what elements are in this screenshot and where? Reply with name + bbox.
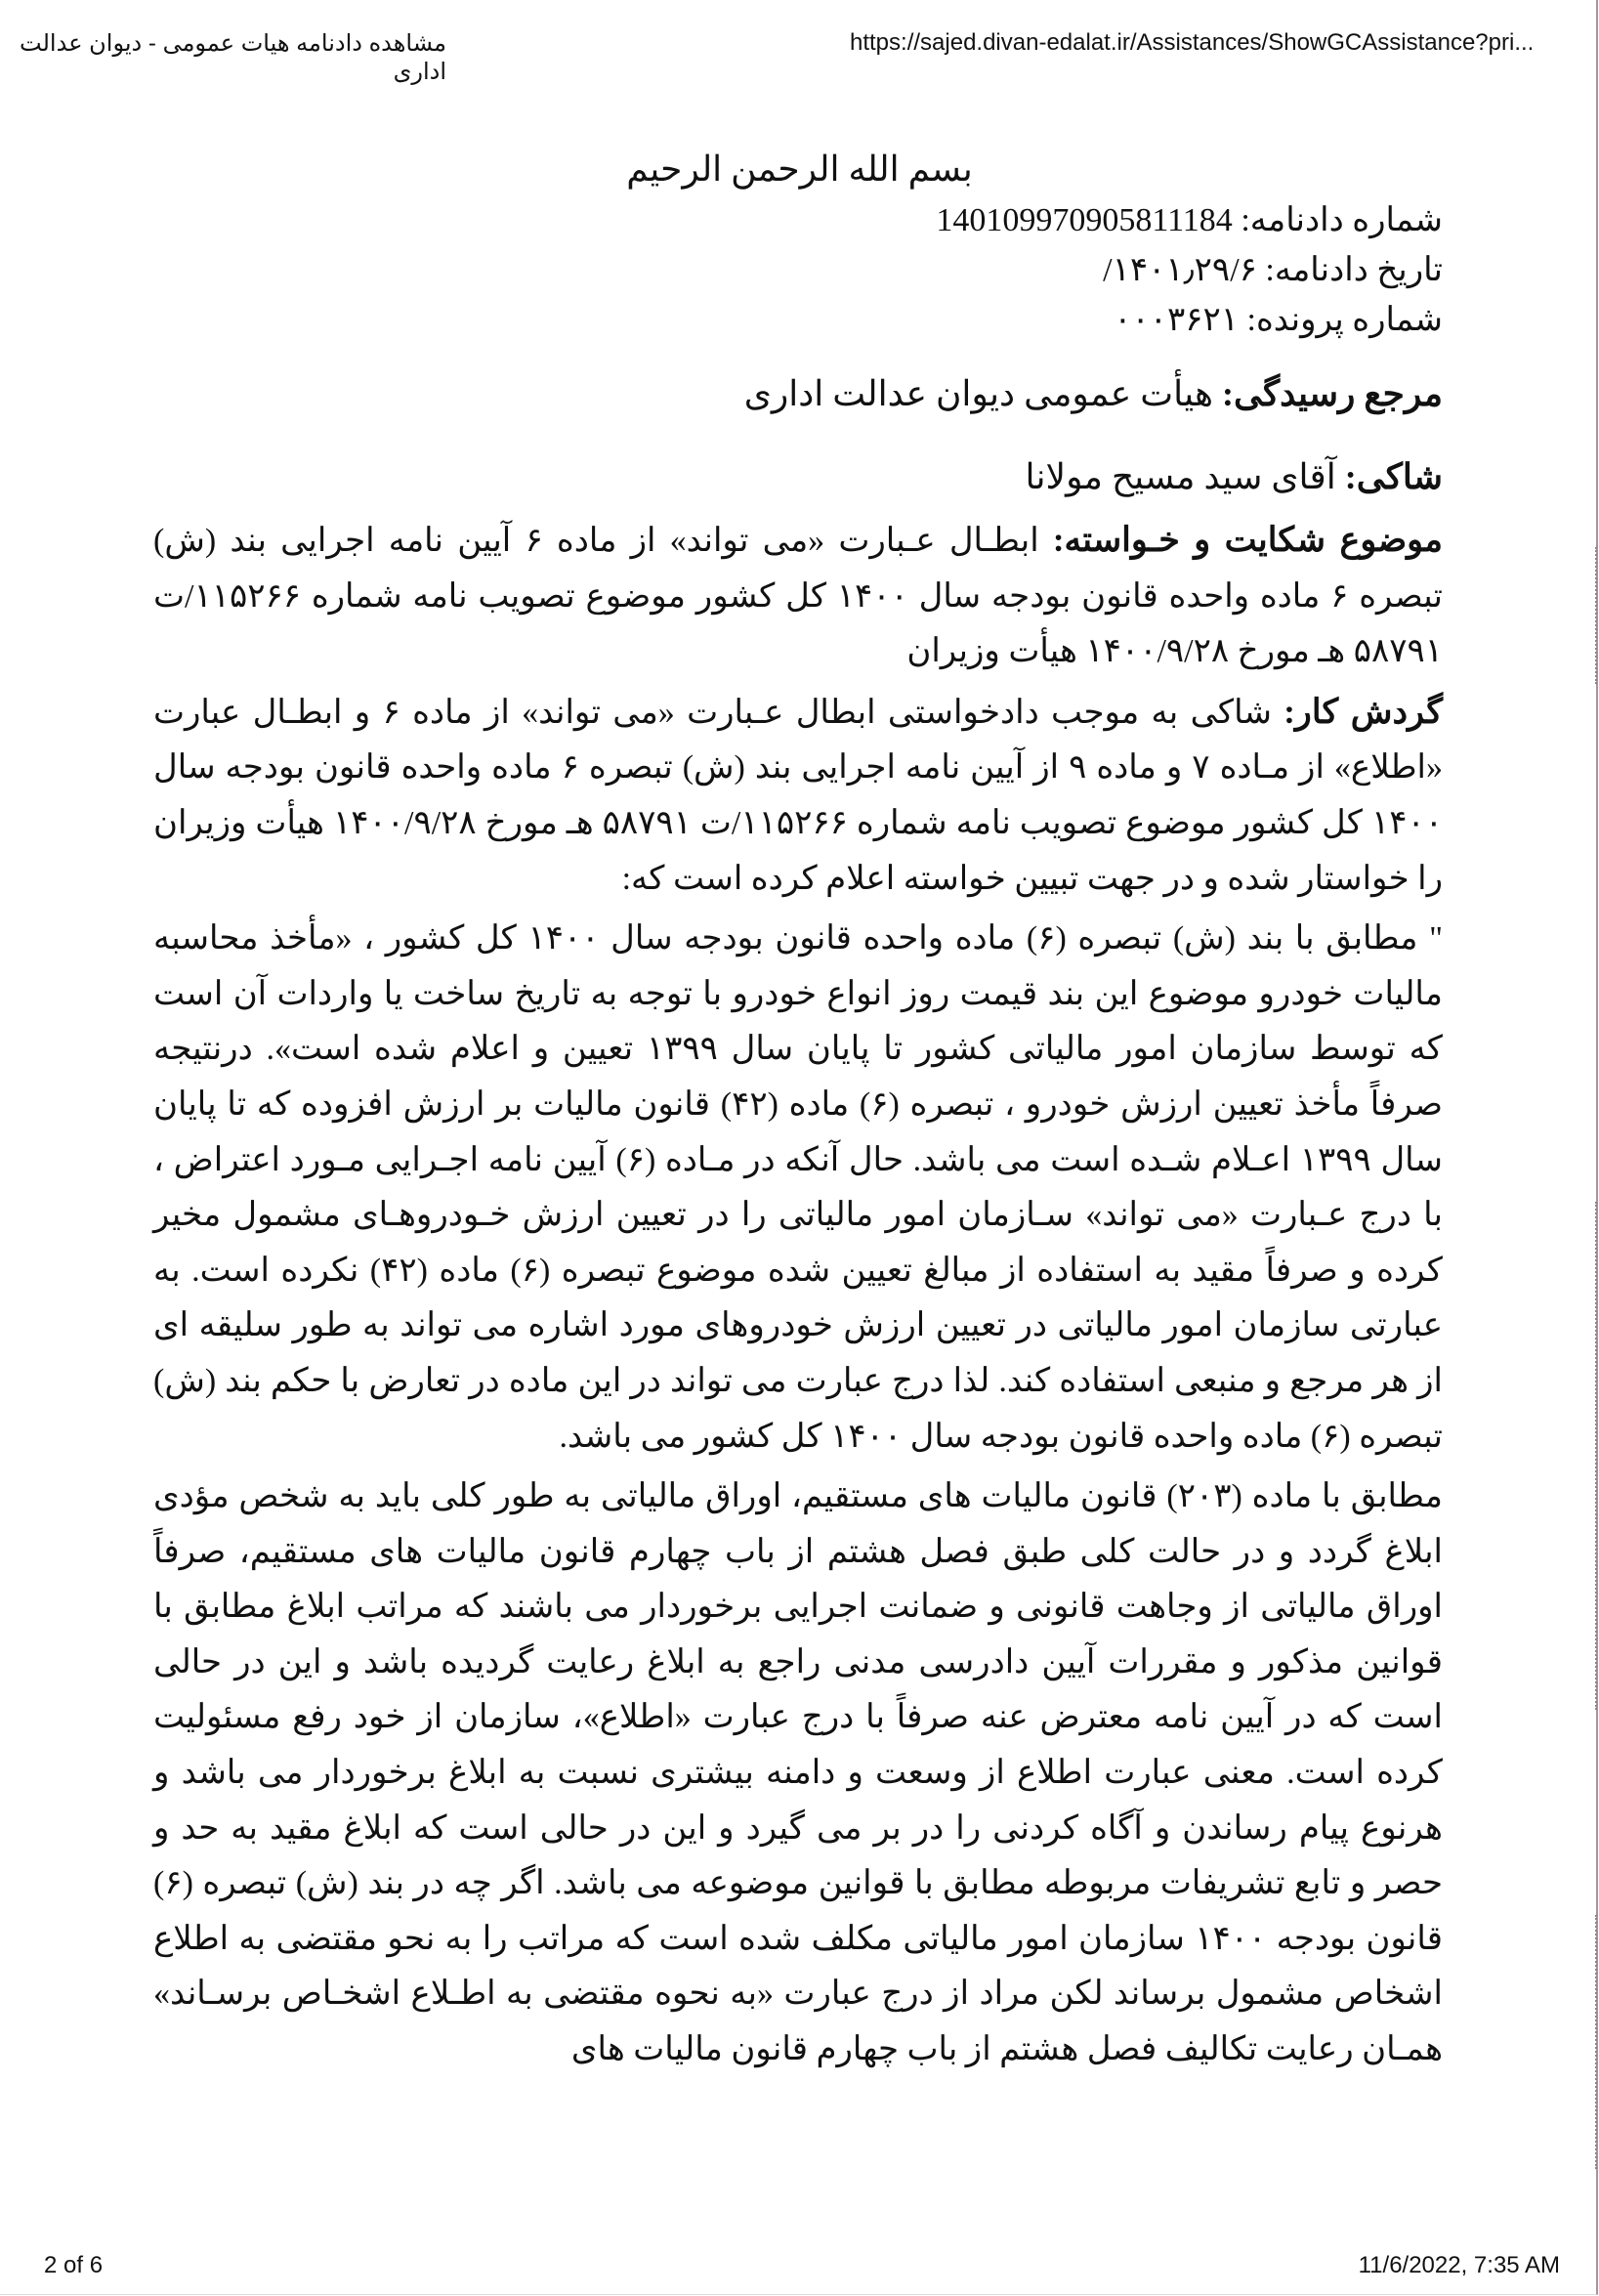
- page-indicator: 2 of 6: [44, 2252, 104, 2278]
- browser-page-title: مشاهده دادنامه هیات عمومی - دیوان عدالت اداری: [20, 30, 446, 85]
- complainant-line: [153, 452, 1443, 501]
- file-number: ۰۰۰۳۶۲۱: [1114, 302, 1240, 338]
- verdict-metadata: [153, 195, 1443, 345]
- subject-text: ابطـال عـبارت «می تواند» از ماده ۶ آیین نامه اجرایی بند (ش) تبصره ۶ ماده واحده قانون بودجه سال ۱۴۰۰ کل کشور موضوع تصویب نامه شماره ۱۱۵۲۶۶/ت ۵۸۷۹۱ هـ مورخ ۱۴۰۰/۹/۲۸ هیأت وزیران: [153, 523, 1443, 670]
- scan-edge-mark: [1585, 1202, 1597, 1710]
- file-number-line: [153, 295, 1443, 345]
- file-number-label: شماره پرونده:: [1246, 302, 1443, 338]
- procedure-paragraph: [153, 685, 1443, 907]
- procedure-text: شاکی به موجب دادخواستی ابطال عـبارت «می تواند» از ماده ۶ و ابطـال عبارت «اطلاع» از مـاده ۷ و ماده ۹ از آیین نامه اجرایی بند (ش) تبصره ۶ ماده واحده قانون بودجه سال ۱۴۰۰ کل کشور موضوع تصویب نامه شماره ۱۱۵۲۶۶/ت ۵۸۷۹۱ هـ مورخ ۱۴۰۰/۹/۲۸ هیأت وزیران را خواستار شده و در جهت تبیین خواسته اعلام کرده است که:: [153, 694, 1443, 897]
- quote-paragraph-2: مطابق با ماده (۲۰۳) قانون مالیات های مستقیم، اوراق مالیاتی به طور کلی باید به شخص مؤدی ابلاغ گردد و در حالت کلی طبق فصل هشتم از باب چهارم قانون مالیات های مستقیم، صرفاً اوراق مالیاتی از وجاهت قانونی و ضمانت اجرایی برخوردار می باشند که مراتب ابلاغ مطابق با قوانین مذکور و مقررات آیین دادرسی مدنی راجع به ابلاغ رعایت گردیده باشد و این در حالی است که در آیین نامه معترض عنه صرفاً با درج عبارت «اطلاع»، سازمان از خود رفع مسئولیت کرده است. معنی عبارت اطلاع از وسعت و دامنه بیشتری نسبت به ابلاغ برخوردار می باشد و هرنوع پیام رساندن و آگاه کردنی را در بر می گیرد و این در حالی است که ابلاغ مقید به حد و حصر و تابع تشریفات مربوطه مطابق با قوانین موضوعه می باشد. اگر چه در بند (ش) تبصره (۶) قانون بودجه ۱۴۰۰ سازمان امور مالیاتی مکلف شده است که مراتب را به نحو مقتضی به اطلاع اشخاص مشمول برساند لکن مراد از درج عبارت «به نحوه مقتضی به اطـلاع اشخـاص برسـاند» همـان رعایت تکالیف فصل هشتم از باب چهارم قانون مالیات های: [153, 1478, 1444, 2068]
- document-body: [153, 513, 1443, 2083]
- reference-line: [153, 369, 1443, 418]
- subject-label: موضوع شکایت و خـواسته:: [1052, 521, 1443, 559]
- scan-edge-mark: [1585, 1915, 1597, 2169]
- complainant-value: آقای سید مسیح مولانا: [1025, 457, 1336, 496]
- reference-value: هیأت عمومی دیوان عدالت اداری: [743, 374, 1213, 413]
- reference-label: مرجع رسیدگی:: [1221, 374, 1443, 413]
- procedure-label: گردش کار:: [1283, 692, 1444, 731]
- scan-edge-mark: [1585, 547, 1597, 684]
- verdict-date-line: [153, 245, 1443, 295]
- subject-paragraph: [153, 513, 1443, 680]
- verdict-number-label: شماره دادنامه:: [1241, 202, 1443, 238]
- complainant-label: شاکی:: [1344, 457, 1443, 496]
- quote-paragraph-1: " مطابق با بند (ش) تبصره (۶) ماده واحده قانون بودجه سال ۱۴۰۰ کل کشور ، «مأخذ محاسبه مالیات خودرو موضوع این بند قیمت روز انواع خودرو با توجه به تاریخ ساخت یا واردات آن است که توسط سازمان امور مالیاتی کشور تا پایان سال ۱۳۹۹ تعیین و اعلام شده است». درنتیجه صرفاً مأخذ تعیین ارزش خودرو ، تبصره (۶) ماده (۴۲) قانون مالیات بر ارزش افزوده که تا پایان سال ۱۳۹۹ اعـلام شـده است می باشد. حال آنکه در مـاده (۶) آیین نامه اجـرایی مـورد اعتراض ، با درج عـبارت «می تواند» سـازمان امور مالیاتی را در تعیین ارزش خـودروهـای مشمول مخیر کرده و صرفاً مقید به استفاده از مبالغ تعیین شده موضوع تبصره (۶) ماده (۴۲) نکرده است. به عبارتی سازمان امور مالیاتی در تعیین ارزش خودروهای مورد اشاره می تواند به طور سلیقه ای از هر مرجع و منبعی استفاده کند. لذا درج عبارت می تواند در این ماده در تعارض با حکم بند (ش) تبصره (۶) ماده واحده قانون بودجه سال ۱۴۰۰ کل کشور می باشد.: [153, 920, 1444, 1455]
- basmala-heading: بسم الله الرحمن الرحیم: [626, 149, 973, 189]
- print-timestamp: 11/6/2022, 7:35 AM: [1358, 2252, 1560, 2278]
- verdict-date: ۱۴۰۱٫۲۹/۶/: [1103, 252, 1257, 288]
- browser-url[interactable]: https://sajed.divan-edalat.ir/Assistances/ShowGCAssistance?pri...: [850, 29, 1535, 56]
- verdict-number-line: [153, 195, 1443, 245]
- verdict-number: 140109970905811184: [936, 202, 1233, 238]
- verdict-date-label: تاریخ دادنامه:: [1265, 252, 1443, 288]
